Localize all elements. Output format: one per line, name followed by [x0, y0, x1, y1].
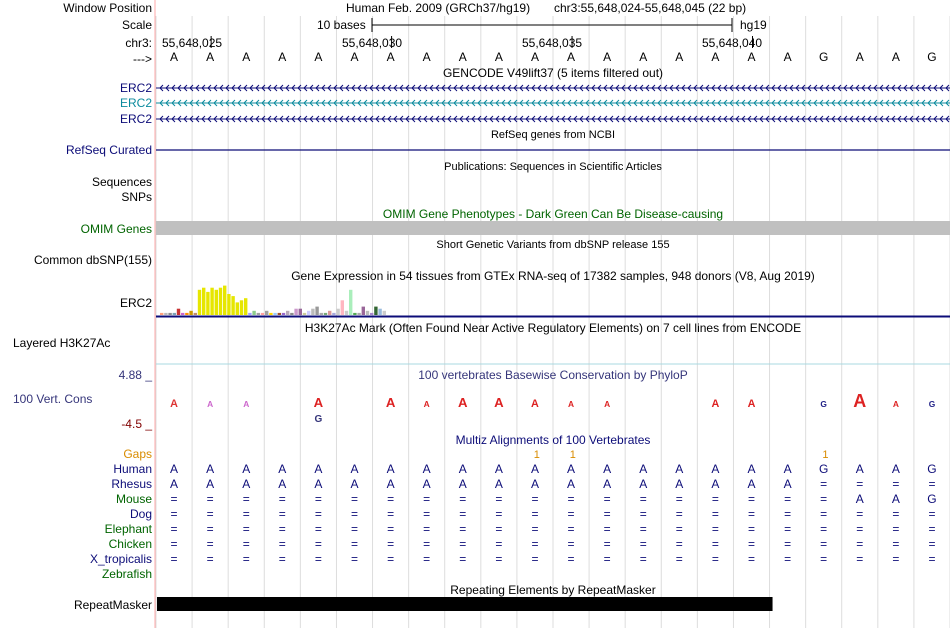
tick-label: 55,648,025	[162, 36, 223, 50]
gtex-tissue-bar	[315, 307, 318, 315]
multiz-base: =	[856, 477, 864, 491]
gtex-tissue-bar	[173, 313, 176, 315]
multiz-base: =	[639, 507, 647, 521]
multiz-base: A	[747, 462, 756, 476]
gtex-tissue-bar	[345, 311, 348, 315]
dbsnp-label[interactable]: Common dbSNP(155)	[33, 253, 152, 267]
gtex-tissue-bar	[189, 311, 192, 315]
assembly-label: Human Feb. 2009 (GRCh37/hg19)	[346, 1, 531, 15]
multiz-base: =	[170, 507, 178, 521]
gtex-tissue-bar	[328, 311, 331, 315]
phylop-logo-letter: A	[568, 399, 575, 409]
multiz-base: =	[892, 537, 900, 551]
gtex-tissue-bar	[261, 313, 264, 315]
gtex-tissue-bar	[307, 311, 310, 315]
repeatmasker-label[interactable]: RepeatMasker	[73, 598, 152, 612]
multiz-base: A	[242, 477, 251, 491]
multiz-base: =	[603, 522, 611, 536]
multiz-base: A	[458, 462, 467, 476]
multiz-base: =	[747, 552, 755, 566]
multiz-base: A	[530, 477, 539, 491]
omim-title: OMIM Gene Phenotypes - Dark Green Can Be Disease-causing	[382, 207, 724, 221]
multiz-base: =	[314, 492, 322, 506]
gtex-tissue-bar	[286, 311, 289, 315]
multiz-base: =	[603, 552, 611, 566]
publications-snps-label[interactable]: SNPs	[121, 190, 152, 204]
gtex-title: Gene Expression in 54 tissues from GTEx RNA-seq of 17382 samples, 948 donors (V8, Aug 2019)	[291, 269, 815, 283]
multiz-base: A	[567, 477, 576, 491]
multiz-base: =	[567, 537, 575, 551]
phylop-logo-letter: A	[458, 395, 468, 410]
multiz-base: =	[423, 492, 431, 506]
multiz-base: A	[170, 477, 179, 491]
base-letter: A	[639, 50, 648, 64]
gtex-tissue-bar	[332, 313, 335, 315]
gtex-tissue-bar	[303, 313, 306, 315]
multiz-base: =	[856, 552, 864, 566]
multiz-base: =	[675, 537, 683, 551]
multiz-base: =	[170, 522, 178, 536]
multiz-base: =	[603, 507, 611, 521]
gtex-tissue-bar	[311, 309, 314, 315]
gtex-tissue-bar	[378, 309, 381, 315]
multiz-base: A	[386, 477, 395, 491]
multiz-species-label[interactable]: Mouse	[115, 492, 152, 506]
base-letter: A	[170, 50, 179, 64]
multiz-base: =	[495, 522, 503, 536]
multiz-base: =	[567, 522, 575, 536]
multiz-base: =	[170, 552, 178, 566]
base-letter: A	[386, 50, 395, 64]
multiz-base: =	[387, 492, 395, 506]
phylop-logo-letter: A	[423, 399, 430, 409]
multiz-base: A	[206, 477, 215, 491]
gtex-tissue-bar	[374, 307, 377, 315]
multiz-base: =	[567, 552, 575, 566]
multiz-base: =	[350, 492, 358, 506]
gtex-tissue-bar	[198, 290, 201, 315]
base-letter: A	[422, 50, 431, 64]
window-position-label: Window Position	[63, 1, 152, 15]
gtex-tissue-bar	[185, 313, 188, 315]
multiz-base: =	[675, 552, 683, 566]
phylop-logo-letter: A	[892, 399, 899, 409]
multiz-base: =	[820, 477, 828, 491]
multiz-base: =	[242, 537, 250, 551]
multiz-base: A	[350, 462, 359, 476]
gtex-tissue-bar	[278, 313, 281, 315]
gtex-tissue-bar	[164, 313, 167, 315]
repeatmasker-title: Repeating Elements by RepeatMasker	[450, 583, 656, 597]
multiz-base: =	[387, 552, 395, 566]
gtex-tissue-bar	[294, 309, 297, 315]
multiz-base: =	[459, 552, 467, 566]
gtex-tissue-bar	[215, 290, 218, 315]
repeatmasker-element-bar	[157, 597, 773, 611]
multiz-base: =	[423, 522, 431, 536]
h3k27ac-label[interactable]: Layered H3K27Ac	[13, 336, 111, 350]
multiz-species-label[interactable]: Human	[113, 462, 152, 476]
omim-bar	[156, 221, 950, 235]
multiz-base: A	[278, 477, 287, 491]
phylop-label[interactable]: 100 Vert. Cons	[13, 392, 93, 406]
base-letter: A	[567, 50, 576, 64]
chrom-label: chr3:	[125, 36, 152, 50]
gtex-tissue-bar	[223, 286, 226, 315]
multiz-base: =	[495, 537, 503, 551]
multiz-base: =	[278, 552, 286, 566]
phylop-logo-letter: A	[747, 398, 756, 410]
multiz-base: =	[639, 552, 647, 566]
multiz-base: =	[242, 492, 250, 506]
base-letter: G	[927, 50, 937, 64]
tick-label: 55,648,040	[702, 36, 763, 50]
multiz-base: =	[531, 522, 539, 536]
multiz-species-label[interactable]: Rhesus	[111, 477, 152, 491]
multiz-base: =	[278, 492, 286, 506]
strand-label: --->	[133, 52, 152, 66]
gtex-tissue-bar	[248, 313, 251, 315]
gtex-tissue-bar	[210, 288, 213, 315]
multiz-base: =	[314, 537, 322, 551]
tick-label: 55,648,035	[522, 36, 583, 50]
phylop-logo-letter: A	[313, 395, 324, 410]
base-letter: G	[818, 50, 829, 64]
base-letter: A	[711, 50, 720, 64]
gap-count: 1	[822, 449, 829, 461]
multiz-base: =	[350, 522, 358, 536]
base-letter: A	[747, 50, 756, 64]
tick-label: 55,648,030	[342, 36, 403, 50]
multiz-base: =	[206, 522, 214, 536]
multiz-species-label[interactable]: Dog	[129, 507, 152, 521]
gtex-tissue-bar	[194, 313, 197, 315]
scale-label: Scale	[121, 18, 152, 32]
multiz-base: =	[928, 537, 936, 551]
multiz-base: =	[206, 492, 214, 506]
multiz-base: =	[711, 507, 719, 521]
multiz-base: =	[928, 477, 936, 491]
gtex-tissue-bar	[324, 313, 327, 315]
multiz-base: =	[459, 492, 467, 506]
gtex-tissue-bar	[236, 302, 239, 315]
refseq-title: RefSeq genes from NCBI	[490, 129, 616, 141]
multiz-title: Multiz Alignments of 100 Vertebrates	[455, 433, 651, 447]
base-letter: A	[675, 50, 684, 64]
multiz-base: =	[675, 507, 683, 521]
publications-title: Publications: Sequences in Scientific Articles	[444, 161, 662, 173]
base-letter: A	[278, 50, 287, 64]
gtex-tissue-bar	[160, 313, 163, 315]
multiz-base: A	[278, 462, 287, 476]
multiz-species-label[interactable]: X_tropicalis	[89, 552, 152, 566]
phylop-logo-letter: A	[494, 395, 504, 410]
multiz-base: A	[747, 477, 756, 491]
base-letter: A	[891, 50, 900, 64]
multiz-base: =	[639, 492, 647, 506]
gtex-tissue-bar	[341, 300, 344, 315]
multiz-base: =	[531, 492, 539, 506]
multiz-base: =	[675, 492, 683, 506]
multiz-base: =	[820, 507, 828, 521]
multiz-base: =	[423, 537, 431, 551]
gtex-tissue-bar	[299, 309, 302, 315]
multiz-base: =	[856, 507, 864, 521]
multiz-base: A	[603, 462, 612, 476]
gtex-tissue-bar	[290, 313, 293, 315]
multiz-base: A	[711, 462, 720, 476]
gtex-tissue-bar	[349, 290, 352, 315]
multiz-base: A	[567, 462, 576, 476]
gencode-item-label[interactable]: ERC2	[119, 112, 152, 126]
multiz-base: =	[531, 507, 539, 521]
multiz-base: G	[818, 462, 829, 476]
gtex-tissue-bar	[227, 294, 230, 315]
multiz-base: A	[675, 477, 684, 491]
base-letter: A	[494, 50, 503, 64]
base-letter: A	[530, 50, 539, 64]
phylop-logo-letter: A	[853, 391, 867, 411]
multiz-base: =	[350, 552, 358, 566]
multiz-base: =	[747, 507, 755, 521]
multiz-base: =	[206, 507, 214, 521]
gtex-tissue-bar	[244, 298, 247, 315]
multiz-base: =	[531, 537, 539, 551]
position-label: chr3:55,648,024-55,648,045 (22 bp)	[554, 1, 747, 15]
multiz-base: =	[603, 537, 611, 551]
multiz-base: =	[856, 537, 864, 551]
gtex-tissue-bar	[202, 288, 205, 315]
multiz-base: =	[784, 552, 792, 566]
multiz-base: A	[855, 492, 864, 506]
gap-count: 1	[533, 449, 540, 461]
multiz-base: A	[603, 477, 612, 491]
multiz-base: A	[206, 462, 215, 476]
base-letter: A	[350, 50, 359, 64]
multiz-base: =	[206, 537, 214, 551]
phylop-logo-letter: A	[385, 395, 396, 410]
gtex-tissue-bar	[269, 313, 272, 315]
gtex-tissue-bar	[265, 311, 268, 315]
multiz-base: =	[892, 477, 900, 491]
multiz-base: =	[820, 552, 828, 566]
base-letter: A	[855, 50, 864, 64]
multiz-base: G	[927, 492, 937, 506]
gap-count: 1	[569, 449, 576, 461]
multiz-base: =	[747, 492, 755, 506]
multiz-base: A	[494, 477, 503, 491]
multiz-base: =	[495, 552, 503, 566]
multiz-base: =	[784, 492, 792, 506]
multiz-base: A	[855, 462, 864, 476]
dbsnp-title: Short Genetic Variants from dbSNP release 155	[436, 239, 670, 251]
base-letter: A	[206, 50, 215, 64]
base-letter: A	[314, 50, 323, 64]
multiz-base: A	[314, 477, 323, 491]
multiz-base: =	[423, 552, 431, 566]
phylop-logo-letter: A	[711, 398, 720, 410]
gtex-gene-label[interactable]: ERC2	[119, 296, 152, 310]
multiz-base: =	[350, 537, 358, 551]
multiz-species-label[interactable]: Elephant	[104, 522, 152, 536]
multiz-base: =	[711, 492, 719, 506]
multiz-base: A	[350, 477, 359, 491]
multiz-base: A	[639, 462, 648, 476]
phylop-min-label: -4.5 _	[121, 417, 152, 431]
multiz-base: A	[891, 462, 900, 476]
multiz-base: A	[170, 462, 179, 476]
gtex-tissue-bar	[282, 313, 285, 315]
gencode-item-label[interactable]: ERC2	[119, 81, 152, 95]
multiz-base: =	[495, 507, 503, 521]
phylop-max-label: 4.88 _	[118, 368, 152, 382]
multiz-base: =	[170, 537, 178, 551]
multiz-base: =	[314, 552, 322, 566]
multiz-base: A	[314, 462, 323, 476]
multiz-base: =	[278, 507, 286, 521]
multiz-base: =	[603, 492, 611, 506]
multiz-base: =	[242, 552, 250, 566]
multiz-base: =	[820, 537, 828, 551]
multiz-base: =	[747, 522, 755, 536]
multiz-base: =	[784, 522, 792, 536]
multiz-base: A	[639, 477, 648, 491]
gtex-tissue-bar	[240, 300, 243, 315]
multiz-base: =	[350, 507, 358, 521]
multiz-base: A	[242, 462, 251, 476]
multiz-base: =	[856, 522, 864, 536]
gtex-tissue-bar	[168, 313, 171, 315]
multiz-base: =	[387, 522, 395, 536]
phylop-title: 100 vertebrates Basewise Conservation by PhyloP	[418, 368, 688, 382]
multiz-base: =	[278, 522, 286, 536]
multiz-base: G	[927, 462, 937, 476]
multiz-base: A	[422, 462, 431, 476]
multiz-base: A	[891, 492, 900, 506]
scale-db: hg19	[740, 18, 767, 32]
gtex-tissue-bar	[320, 313, 323, 315]
multiz-base: =	[459, 522, 467, 536]
gtex-tissue-bar	[219, 288, 222, 315]
refseq-label[interactable]: RefSeq Curated	[65, 143, 152, 157]
gtex-tissue-bar	[383, 311, 386, 315]
gtex-tissue-bar	[206, 292, 209, 315]
gtex-tissue-bar	[231, 296, 234, 315]
multiz-base: =	[928, 507, 936, 521]
multiz-base: =	[314, 522, 322, 536]
gtex-tissue-bar	[177, 309, 180, 315]
multiz-base: =	[495, 492, 503, 506]
phylop-logo-letter-negative: G	[314, 414, 323, 425]
gaps-label[interactable]: Gaps	[123, 447, 152, 461]
phylop-logo-letter: A	[531, 398, 539, 410]
phylop-logo-letter: A	[170, 398, 178, 410]
multiz-base: =	[387, 537, 395, 551]
multiz-base: A	[458, 477, 467, 491]
multiz-base: =	[639, 522, 647, 536]
multiz-base: =	[784, 537, 792, 551]
multiz-base: A	[711, 477, 720, 491]
gtex-tissue-bar	[357, 313, 360, 315]
multiz-base: A	[422, 477, 431, 491]
multiz-base: =	[675, 522, 683, 536]
multiz-base: =	[242, 507, 250, 521]
multiz-base: =	[206, 552, 214, 566]
gtex-tissue-bar	[273, 313, 276, 315]
base-letter: A	[783, 50, 792, 64]
multiz-base: =	[711, 552, 719, 566]
multiz-base: =	[278, 537, 286, 551]
phylop-logo-letter: G	[928, 399, 936, 409]
base-letter: A	[242, 50, 251, 64]
multiz-base: =	[567, 492, 575, 506]
multiz-base: =	[242, 522, 250, 536]
multiz-species-label[interactable]: Zebrafish	[101, 567, 152, 581]
multiz-species-label[interactable]: Chicken	[108, 537, 152, 551]
phylop-logo-letter: A	[243, 399, 250, 409]
multiz-base: =	[711, 522, 719, 536]
base-letter: A	[603, 50, 612, 64]
multiz-base: A	[675, 462, 684, 476]
omim-label[interactable]: OMIM Genes	[80, 222, 152, 236]
multiz-base: =	[314, 507, 322, 521]
gencode-title: GENCODE V49lift37 (5 items filtered out)	[442, 66, 664, 80]
multiz-base: =	[928, 522, 936, 536]
scale-text: 10 bases	[317, 18, 366, 32]
gtex-tissue-bar	[362, 307, 365, 315]
h3k27ac-title: H3K27Ac Mark (Often Found Near Active Regulatory Elements) on 7 cell lines from ENCODE	[304, 321, 802, 335]
multiz-base: =	[784, 507, 792, 521]
multiz-base: =	[567, 507, 575, 521]
multiz-base: A	[783, 462, 792, 476]
multiz-base: A	[783, 477, 792, 491]
multiz-base: A	[494, 462, 503, 476]
phylop-logo-letter: A	[207, 399, 214, 409]
publications-sequences-label[interactable]: Sequences	[91, 175, 152, 189]
multiz-base: =	[892, 507, 900, 521]
phylop-logo-letter: G	[820, 399, 827, 409]
multiz-base: =	[459, 507, 467, 521]
multiz-base: A	[386, 462, 395, 476]
multiz-base: =	[531, 552, 539, 566]
gtex-tissue-bar	[252, 311, 255, 315]
gtex-tissue-bar	[181, 313, 184, 315]
multiz-base: =	[639, 537, 647, 551]
multiz-base: =	[820, 492, 828, 506]
multiz-base: =	[423, 507, 431, 521]
multiz-base: =	[711, 537, 719, 551]
multiz-base: =	[387, 507, 395, 521]
multiz-base: =	[892, 522, 900, 536]
gtex-tissue-bar	[370, 313, 373, 315]
multiz-base: =	[747, 537, 755, 551]
multiz-base: =	[928, 552, 936, 566]
multiz-base: =	[459, 537, 467, 551]
phylop-logo-letter: A	[604, 399, 611, 409]
gtex-tissue-bar	[353, 313, 356, 315]
multiz-base: A	[530, 462, 539, 476]
gtex-tissue-bar	[257, 313, 260, 315]
base-letter: A	[458, 50, 467, 64]
multiz-base: =	[820, 522, 828, 536]
multiz-base: =	[892, 552, 900, 566]
gencode-item-label[interactable]: ERC2	[119, 96, 152, 110]
multiz-base: =	[170, 492, 178, 506]
gtex-tissue-bar	[366, 311, 369, 315]
gtex-tissue-bar	[336, 309, 339, 315]
